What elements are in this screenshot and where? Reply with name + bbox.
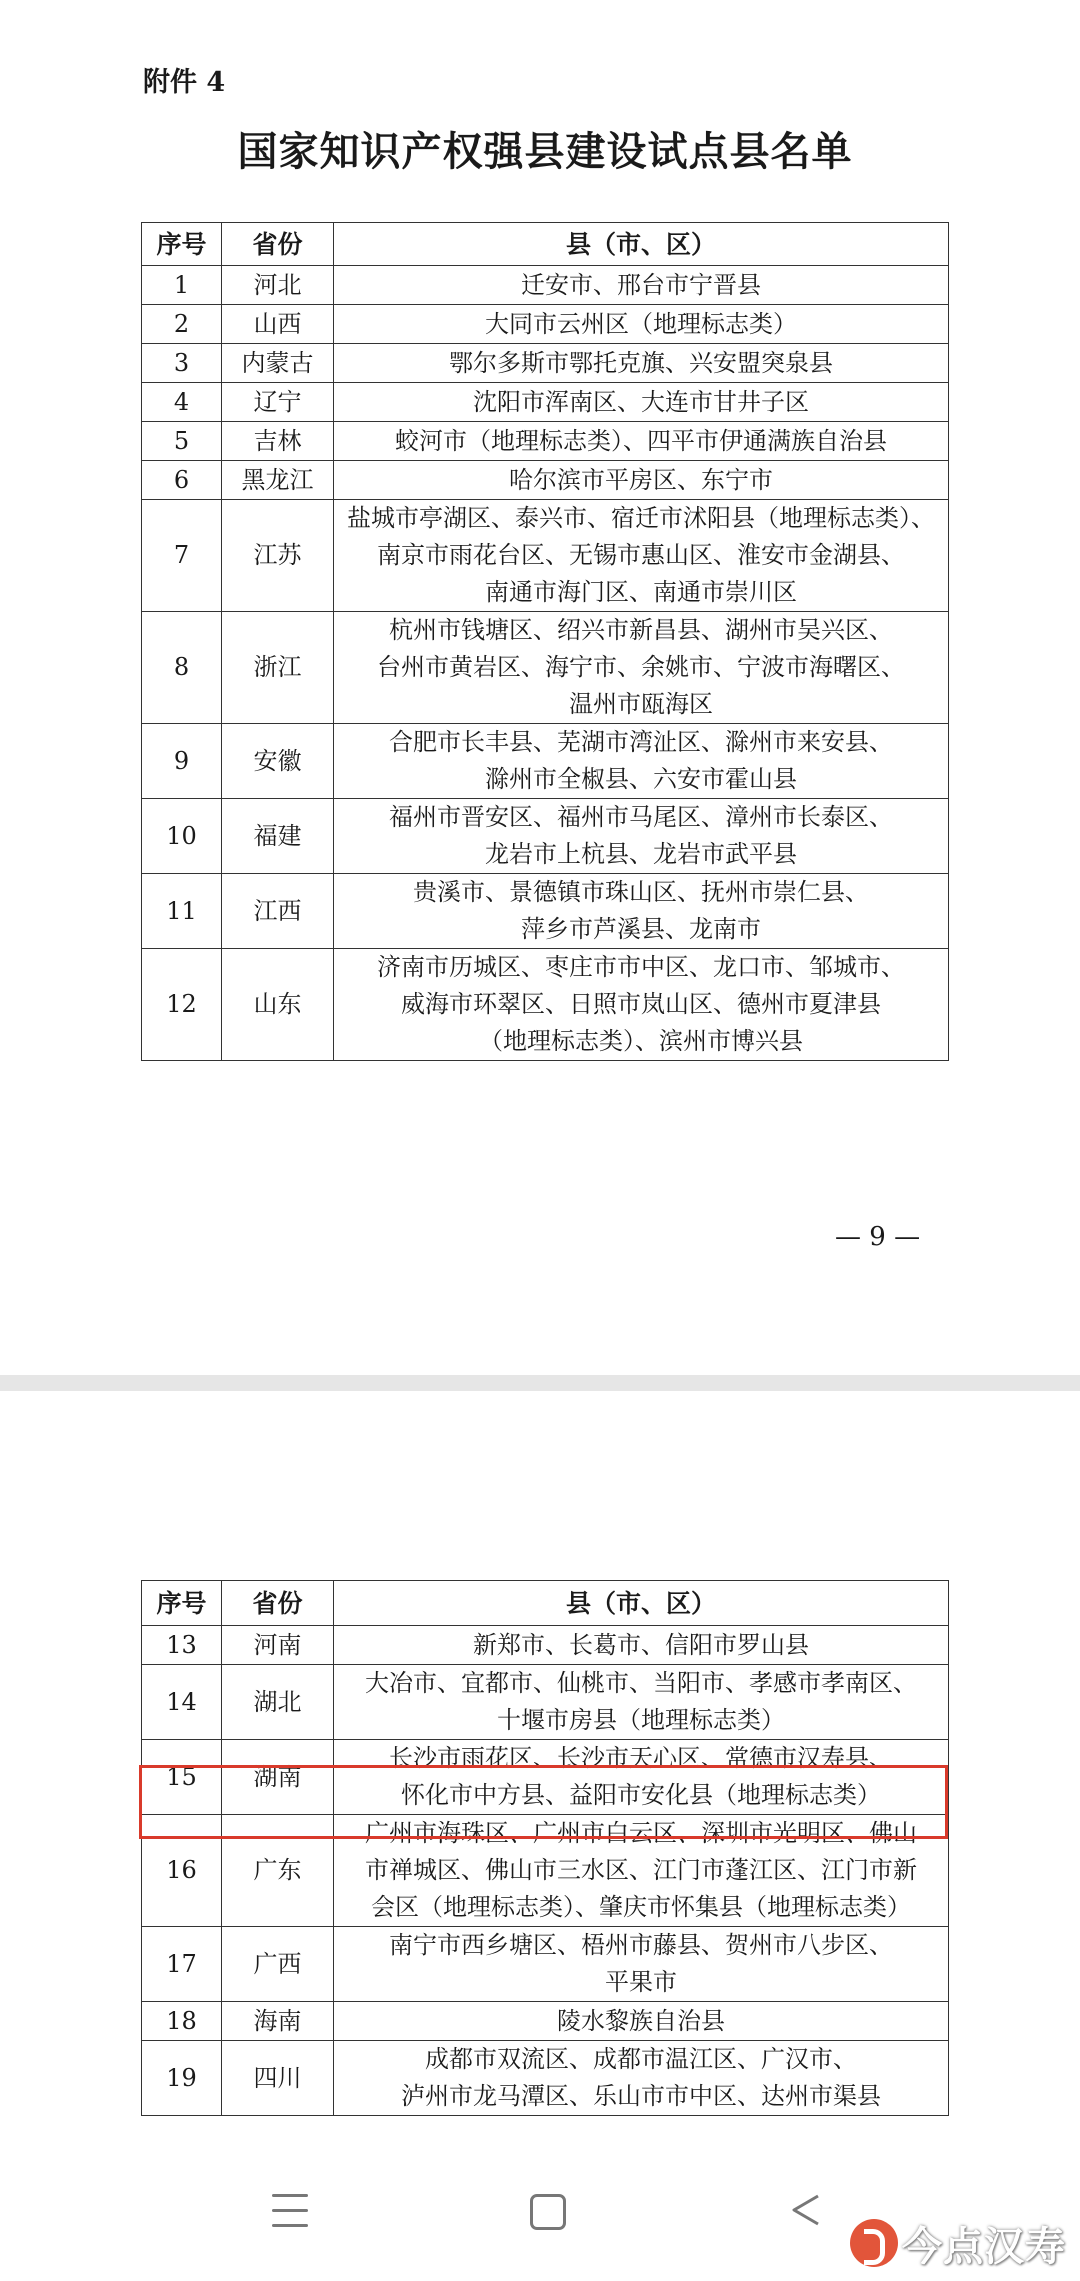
- table-row: [142, 500, 949, 612]
- county-line: 温州市瓯海区: [569, 690, 713, 718]
- county-list-table-page-1: [141, 222, 949, 1061]
- county-line: 哈尔滨市平房区、东宁市: [509, 465, 773, 494]
- county-line: 迁安市、邢台市宁晋县: [521, 270, 761, 299]
- county-line: 十堰市房县（地理标志类）: [497, 1706, 785, 1734]
- row-province: 安徽: [222, 724, 334, 799]
- row-province: 辽宁: [222, 383, 334, 422]
- col-header-number: 序号: [142, 1581, 222, 1626]
- col-header-province: 省份: [222, 1581, 334, 1626]
- county-line: 大冶市、宜都市、仙桃市、当阳市、孝感市孝南区、: [365, 1669, 917, 1697]
- table-row: [142, 344, 949, 383]
- watermark-logo-icon: [850, 2219, 898, 2267]
- row-province: 浙江: [222, 612, 334, 724]
- row-counties: [334, 799, 949, 874]
- row-number: 13: [142, 1626, 222, 1665]
- row-number: 10: [142, 799, 222, 874]
- col-header-number: 序号: [142, 223, 222, 266]
- row-counties: [334, 1626, 949, 1665]
- county-line: 龙岩市上杭县、龙岩市武平县: [485, 840, 797, 868]
- table-row: [142, 2041, 949, 2116]
- county-line: 济南市历城区、枣庄市市中区、龙口市、邹城市、: [377, 953, 905, 981]
- row-counties: [334, 344, 949, 383]
- county-line: （地理标志类）、滨州市博兴县: [479, 1027, 803, 1055]
- row-number: 7: [142, 500, 222, 612]
- row-counties: [334, 2041, 949, 2116]
- row-number: 4: [142, 383, 222, 422]
- watermark-text: 今点汉寿: [902, 2223, 1066, 2270]
- county-list-table-page-2: [141, 1580, 949, 2116]
- col-header-province: 省份: [222, 223, 334, 266]
- row-province: 四川: [222, 2041, 334, 2116]
- row-counties: [334, 1665, 949, 1740]
- county-line: 滁州市全椒县、六安市霍山县: [485, 765, 797, 793]
- row-province: 海南: [222, 2002, 334, 2041]
- row-number: 11: [142, 874, 222, 949]
- row-province: 黑龙江: [222, 461, 334, 500]
- row-counties: [334, 2002, 949, 2041]
- row-counties: [334, 724, 949, 799]
- row-province: 江苏: [222, 500, 334, 612]
- table-row: [142, 461, 949, 500]
- county-line: 威海市环翠区、日照市岚山区、德州市夏津县: [401, 990, 881, 1018]
- back-icon[interactable]: [786, 2190, 826, 2230]
- row-province: 山东: [222, 949, 334, 1061]
- row-counties: [334, 422, 949, 461]
- county-line: 大同市云州区（地理标志类）: [485, 309, 797, 338]
- county-line: 萍乡市芦溪县、龙南市: [521, 915, 761, 943]
- county-line: 台州市黄岩区、海宁市、余姚市、宁波市海曙区、: [377, 653, 905, 681]
- row-number: 15: [142, 1740, 222, 1815]
- row-number: 8: [142, 612, 222, 724]
- county-line: 南通市海门区、南通市崇川区: [485, 578, 797, 606]
- row-province: 河南: [222, 1626, 334, 1665]
- table-row: [142, 1815, 949, 1927]
- col-header-county: 县（市、区）: [334, 223, 949, 266]
- row-province: 广东: [222, 1815, 334, 1927]
- county-line: 平果市: [605, 1968, 677, 1996]
- table-row: [142, 612, 949, 724]
- county-line: 南宁市西乡塘区、梧州市藤县、贺州市八步区、: [389, 1931, 893, 1959]
- row-counties: [334, 500, 949, 612]
- county-line: 泸州市龙马潭区、乐山市市中区、达州市渠县: [401, 2082, 881, 2110]
- document-title: 国家知识产权强县建设试点县名单: [237, 128, 853, 175]
- page-number: — 9 —: [835, 1222, 921, 1252]
- county-line: 蛟河市（地理标志类）、四平市伊通满族自治县: [395, 426, 887, 455]
- row-number: 2: [142, 305, 222, 344]
- county-line: 陵水黎族自治县: [557, 2006, 725, 2035]
- county-line: 会区（地理标志类）、肇庆市怀集县（地理标志类）: [371, 1893, 911, 1921]
- table-row: [142, 1626, 949, 1665]
- attachment-label: 附件 4: [143, 67, 226, 98]
- row-number: 6: [142, 461, 222, 500]
- row-number: 3: [142, 344, 222, 383]
- table-row: [142, 1665, 949, 1740]
- row-province: 山西: [222, 305, 334, 344]
- col-header-county: 县（市、区）: [334, 1581, 949, 1626]
- row-province: 吉林: [222, 422, 334, 461]
- row-counties: [334, 874, 949, 949]
- row-number: 12: [142, 949, 222, 1061]
- county-line: 福州市晋安区、福州市马尾区、漳州市长泰区、: [389, 803, 893, 831]
- row-counties: [334, 1740, 949, 1815]
- table-header-row: [142, 1581, 949, 1626]
- table-row: [142, 383, 949, 422]
- table-row: [142, 949, 949, 1061]
- table-row: [142, 305, 949, 344]
- row-number: 9: [142, 724, 222, 799]
- row-number: 17: [142, 1927, 222, 2002]
- row-number: 14: [142, 1665, 222, 1740]
- row-number: 5: [142, 422, 222, 461]
- county-line: 成都市双流区、成都市温江区、广汉市、: [425, 2045, 857, 2073]
- county-line: 南京市雨花台区、无锡市惠山区、淮安市金湖县、: [377, 541, 905, 569]
- home-icon[interactable]: [530, 2194, 566, 2230]
- row-counties: [334, 305, 949, 344]
- county-line: 长沙市雨花区、长沙市天心区、常德市汉寿县、: [389, 1744, 893, 1772]
- county-line: 杭州市钱塘区、绍兴市新昌县、湖州市吴兴区、: [389, 616, 893, 644]
- row-province: 河北: [222, 266, 334, 305]
- row-number: 16: [142, 1815, 222, 1927]
- row-counties: [334, 1815, 949, 1927]
- row-number: 19: [142, 2041, 222, 2116]
- county-line: 鄂尔多斯市鄂托克旗、兴安盟突泉县: [449, 348, 833, 377]
- county-line: 怀化市中方县、益阳市安化县（地理标志类）: [401, 1781, 881, 1809]
- watermark: [850, 2213, 1066, 2273]
- table-row: [142, 799, 949, 874]
- table-header-row: [142, 223, 949, 266]
- county-line: 贵溪市、景德镇市珠山区、抚州市崇仁县、: [413, 878, 869, 906]
- row-counties: [334, 383, 949, 422]
- row-counties: [334, 266, 949, 305]
- row-province: 湖北: [222, 1665, 334, 1740]
- row-province: 湖南: [222, 1740, 334, 1815]
- row-province: 江西: [222, 874, 334, 949]
- row-counties: [334, 612, 949, 724]
- county-line: 广州市海珠区、广州市白云区、深圳市光明区、佛山: [365, 1819, 917, 1847]
- county-line: 沈阳市浑南区、大连市甘井子区: [473, 387, 809, 416]
- row-province: 福建: [222, 799, 334, 874]
- row-number: 1: [142, 266, 222, 305]
- table-row: [142, 874, 949, 949]
- row-counties: [334, 949, 949, 1061]
- menu-icon[interactable]: [270, 2194, 310, 2230]
- table-row: [142, 266, 949, 305]
- table-row: [142, 422, 949, 461]
- county-line: 合肥市长丰县、芜湖市湾沚区、滁州市来安县、: [389, 728, 893, 756]
- row-province: 广西: [222, 1927, 334, 2002]
- row-number: 18: [142, 2002, 222, 2041]
- page-separator: [0, 1375, 1080, 1391]
- row-province: 内蒙古: [222, 344, 334, 383]
- county-line: 市禅城区、佛山市三水区、江门市蓬江区、江门市新: [365, 1856, 917, 1884]
- county-line: 新郑市、长葛市、信阳市罗山县: [473, 1630, 809, 1659]
- table-row: [142, 2002, 949, 2041]
- row-counties: [334, 461, 949, 500]
- row-counties: [334, 1927, 949, 2002]
- table-row: [142, 724, 949, 799]
- table-row: [142, 1740, 949, 1815]
- table-row: [142, 1927, 949, 2002]
- county-line: 盐城市亭湖区、泰兴市、宿迁市沭阳县（地理标志类）、: [347, 504, 935, 532]
